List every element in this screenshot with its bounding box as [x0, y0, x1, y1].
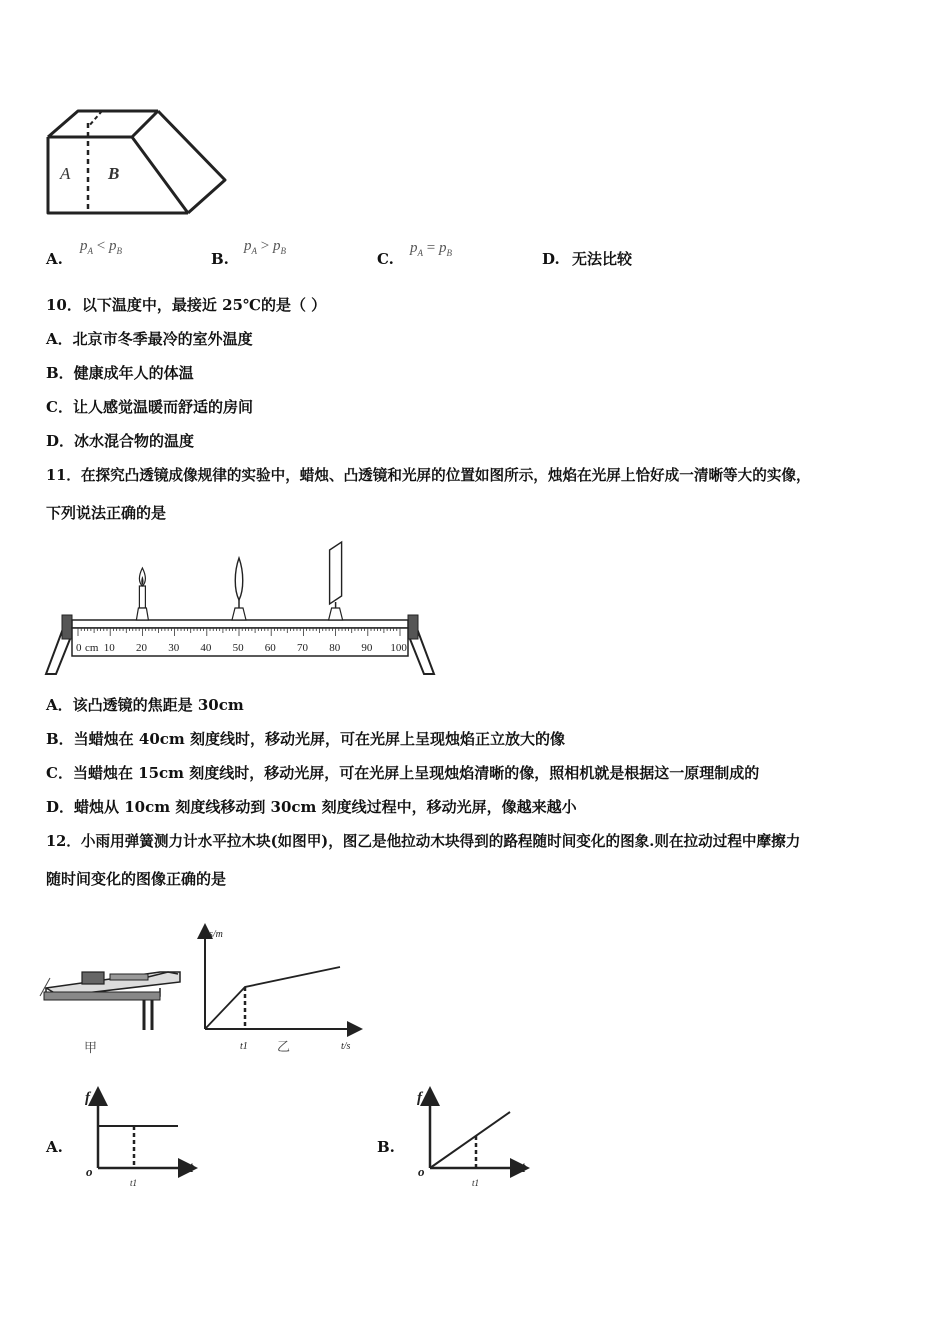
q12-option-b-graph[interactable]: [412, 1088, 537, 1193]
formula-sub: B: [446, 248, 452, 258]
ruler-tick-label: 30: [168, 642, 180, 654]
ruler-tick-label: 20: [136, 642, 147, 654]
convex-lens: [232, 558, 246, 620]
block-label-a: A: [60, 164, 71, 183]
ruler-tick-label: 40: [200, 642, 212, 654]
candle: [136, 568, 148, 620]
q9-option-d-letter[interactable]: D.: [542, 250, 560, 268]
q11-stem-line2: 下列说法正确的是: [46, 504, 167, 522]
a-xlabel: t: [189, 1160, 194, 1176]
q9-option-c-letter[interactable]: C.: [377, 250, 394, 268]
q9-option-b-letter[interactable]: B.: [211, 250, 229, 268]
formula-sub: B: [116, 246, 122, 256]
ruler-unit: cm: [85, 642, 99, 654]
ruler-tick-label: 90: [361, 642, 373, 654]
a-t1-label: t1: [130, 1178, 138, 1188]
a-origin: o: [86, 1164, 93, 1179]
ruler-tick-label: 100: [390, 642, 407, 654]
a-ylabel: f: [85, 1090, 90, 1106]
q11-option-b[interactable]: B．当蜡烛在 40cm 刻度线时，移动光屏，可在光屏上呈现烛焰正立放大的像: [46, 730, 566, 748]
formula-sub: A: [87, 246, 93, 256]
q12-stem-line2: 随时间变化的图像正确的是: [46, 870, 227, 888]
yi-xlabel: t/s: [341, 1041, 351, 1052]
bench-left-end: [62, 615, 72, 639]
q11-stem-line1: 11．在探究凸透镜成像规律的实验中，蜡烛、凸透镜和光屏的位置如图所示，烛焰在光屏上恰好成一清晰等大的实像，: [46, 467, 811, 484]
ruler-tick-label: 60: [264, 642, 276, 654]
formula-sub: A: [251, 246, 257, 256]
yi-s-t-line: [205, 967, 340, 1029]
ruler-tick-label: 0: [76, 642, 82, 654]
q9-option-d-text: 无法比较: [572, 250, 633, 268]
ruler-tick-label: 50: [232, 642, 244, 654]
yi-ylabel: s/m: [209, 929, 223, 940]
q10-stem: 10．以下温度中，最接近 25℃的是（ ）: [46, 296, 327, 314]
q12-option-a-graph[interactable]: [80, 1088, 205, 1193]
q12-option-b-letter[interactable]: B.: [377, 1138, 395, 1156]
optical-bench-figure: [40, 538, 445, 683]
yi-label: 乙: [277, 1039, 291, 1054]
q12-stem-line1: 12．小雨用弹簧测力计水平拉木块(如图甲)，图乙是他拉动木块得到的路程随时间变化的图象.则在拉动过程中摩擦力: [46, 833, 801, 850]
q12-option-a-letter[interactable]: A.: [46, 1138, 63, 1156]
q10-option-c[interactable]: C．让人感觉温暖而舒适的房间: [46, 398, 253, 416]
b-ylabel: f: [417, 1090, 422, 1106]
formula-p: p: [272, 238, 281, 254]
q10-option-d[interactable]: D．冰水混合物的温度: [46, 432, 195, 450]
q10-option-a[interactable]: A．北京市冬季最冷的室外温度: [46, 330, 253, 348]
q10-option-b[interactable]: B．健康成年人的体温: [46, 364, 194, 382]
formula-p: p: [438, 240, 447, 256]
q9-option-a-formula: [80, 238, 122, 256]
block-figure-q9: [40, 105, 240, 220]
bench-right-end: [408, 615, 418, 639]
formula-operator: >: [260, 238, 270, 254]
formula-sub: B: [280, 246, 286, 256]
formula-p: p: [108, 238, 117, 254]
formula-p: p: [244, 238, 252, 254]
ruler-tick-label: 70: [297, 642, 308, 654]
yi-t1-label: t1: [240, 1041, 248, 1052]
figure-jia-label: 甲: [84, 1040, 98, 1055]
formula-operator: =: [426, 240, 436, 256]
ruler-tick-label: 10: [103, 642, 115, 654]
q9-option-c-formula: [410, 240, 452, 258]
formula-sub: A: [417, 248, 423, 258]
block-label-b: B: [108, 164, 120, 183]
q11-option-d[interactable]: D．蜡烛从 10cm 刻度线移动到 30cm 刻度线过程中，移动光屏，像越来越小: [46, 798, 577, 816]
b-origin: o: [418, 1164, 425, 1179]
q9-option-b-formula: [244, 238, 286, 256]
formula-p: p: [80, 238, 88, 254]
q11-option-c[interactable]: C．当蜡烛在 15cm 刻度线时，移动光屏，可在光屏上呈现烛焰清晰的像，照相机就是根据这一原理制成的: [46, 764, 760, 782]
q9-option-a-letter[interactable]: A.: [46, 250, 63, 268]
figure-jia: [40, 960, 190, 1060]
formula-p: p: [410, 240, 418, 256]
b-t1-label: t1: [472, 1178, 480, 1188]
formula-operator: <: [96, 238, 106, 254]
ruler-tick-label: 80: [329, 642, 341, 654]
b-f-line: [430, 1112, 510, 1168]
figure-yi-graph: [195, 925, 370, 1055]
light-screen: [329, 542, 343, 620]
q11-option-a[interactable]: A．该凸透镜的焦距是 30cm: [46, 696, 244, 714]
bench-rail: [72, 620, 408, 628]
b-xlabel: t: [521, 1160, 526, 1176]
